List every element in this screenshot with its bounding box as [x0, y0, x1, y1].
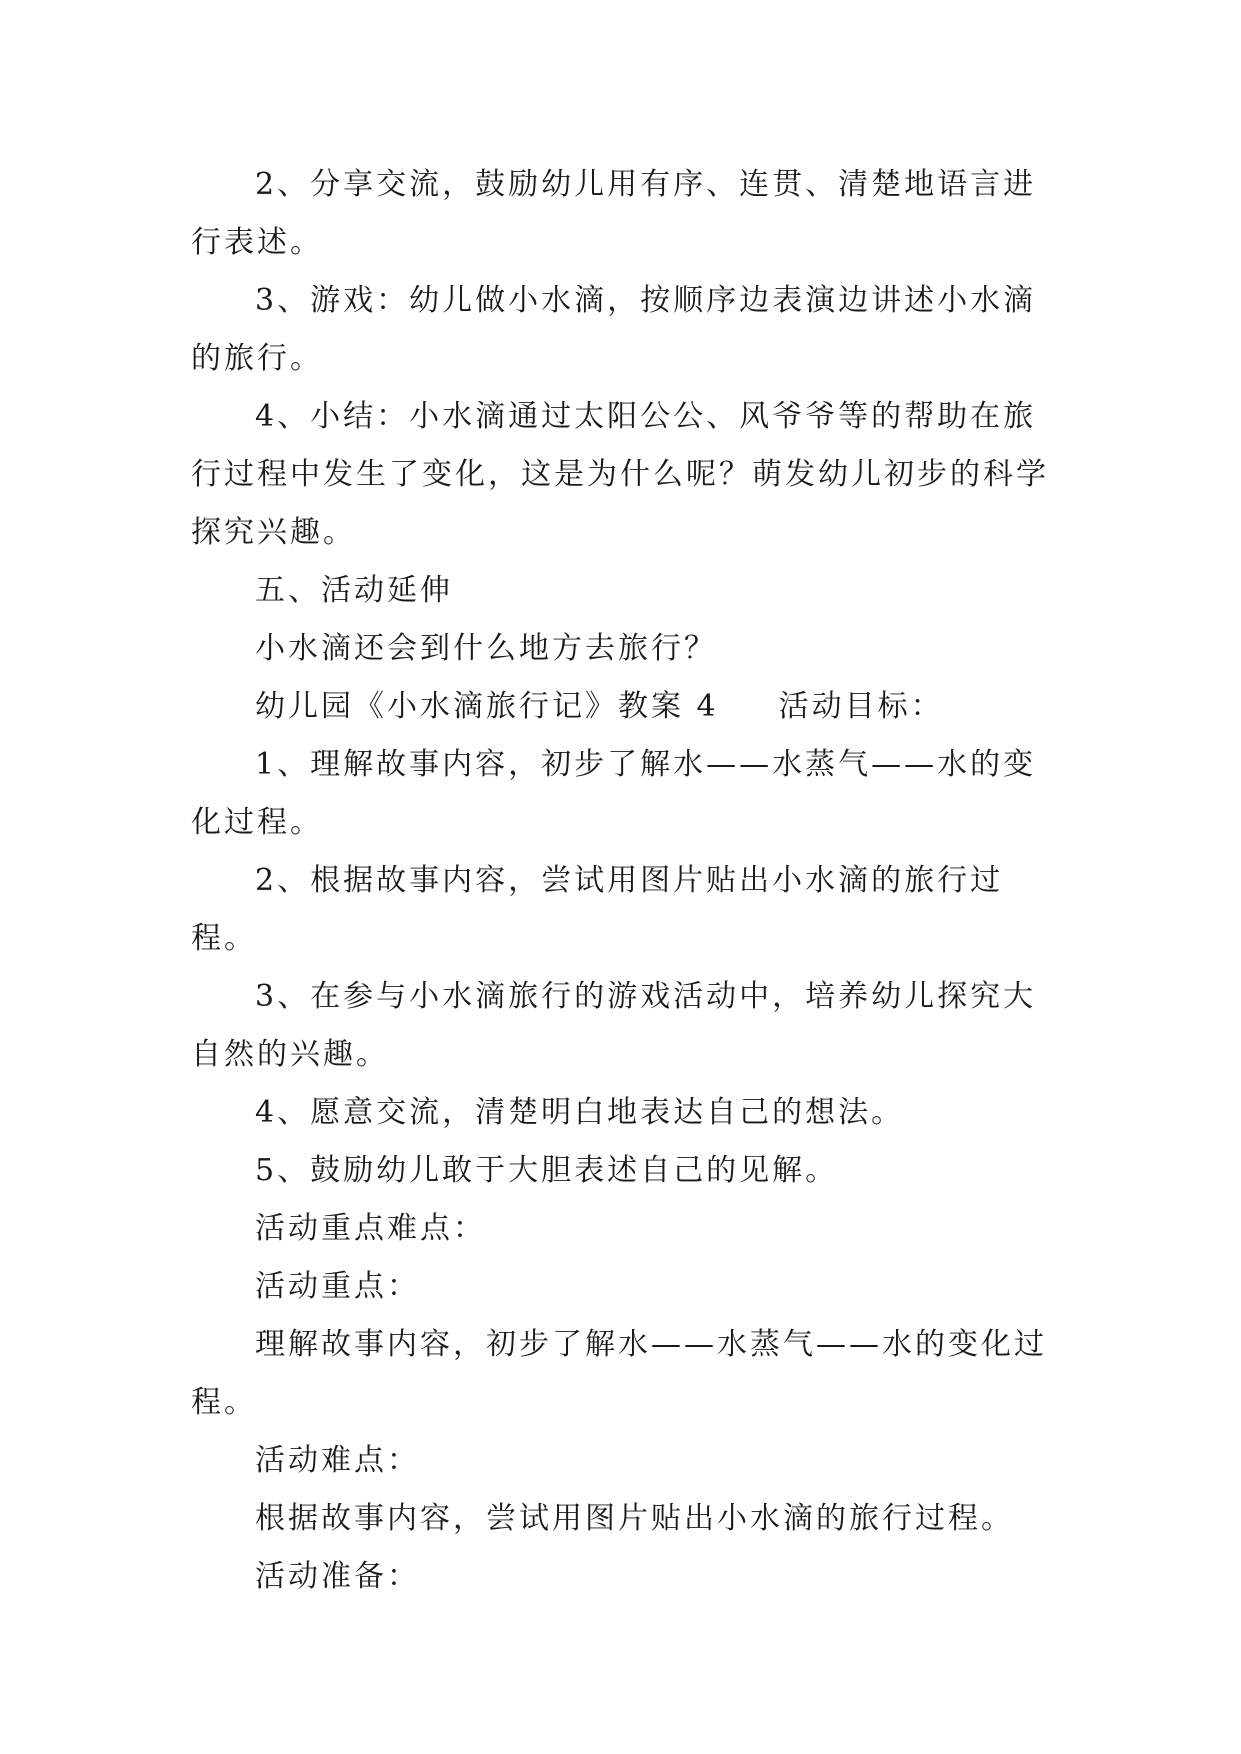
paragraph-share: 2、分享交流，鼓励幼儿用有序、连贯、清楚地语言进行表述。 — [191, 167, 1037, 260]
lesson-title: 幼儿园《小水滴旅行记》教案 4 — [255, 689, 719, 724]
key-points-heading: 活动重点： — [255, 1269, 420, 1304]
objectives-label: 活动目标： — [778, 689, 944, 724]
lesson-heading-line — [191, 678, 1049, 736]
key-points-text: 理解故事内容，初步了解水——水蒸气——水的变化过程。 — [191, 1327, 1047, 1420]
objective-5: 5、鼓励幼儿敢于大胆表述自己的见解。 — [255, 1153, 839, 1188]
objective-3: 3、在参与小水滴旅行的游戏活动中，培养幼儿探究大自然的兴趣。 — [191, 979, 1037, 1072]
paragraph-extension-question: 小水滴还会到什么地方去旅行？ — [255, 631, 717, 666]
section-heading-extension: 五、活动延伸 — [255, 573, 453, 608]
objective-2: 2、根据故事内容，尝试用图片贴出小水滴的旅行过程。 — [191, 863, 1004, 956]
paragraph-game: 3、游戏：幼儿做小水滴，按顺序边表演边讲述小水滴的旅行。 — [191, 283, 1037, 376]
objective-4: 4、愿意交流，清楚明白地表达自己的想法。 — [255, 1095, 905, 1130]
paragraph-summary: 4、小结：小水滴通过太阳公公、风爷爷等的帮助在旅行过程中发生了变化，这是为什么呢？萌发幼儿初步的科学探究兴趣。 — [191, 399, 1049, 550]
key-difficult-points-heading: 活动重点难点： — [255, 1211, 486, 1246]
difficult-points-heading: 活动难点： — [255, 1443, 420, 1478]
document-body — [191, 156, 1049, 1606]
objective-1: 1、理解故事内容，初步了解水——水蒸气——水的变化过程。 — [191, 747, 1037, 840]
difficult-points-text: 根据故事内容，尝试用图片贴出小水滴的旅行过程。 — [255, 1501, 1014, 1536]
preparation-heading: 活动准备： — [255, 1559, 420, 1594]
